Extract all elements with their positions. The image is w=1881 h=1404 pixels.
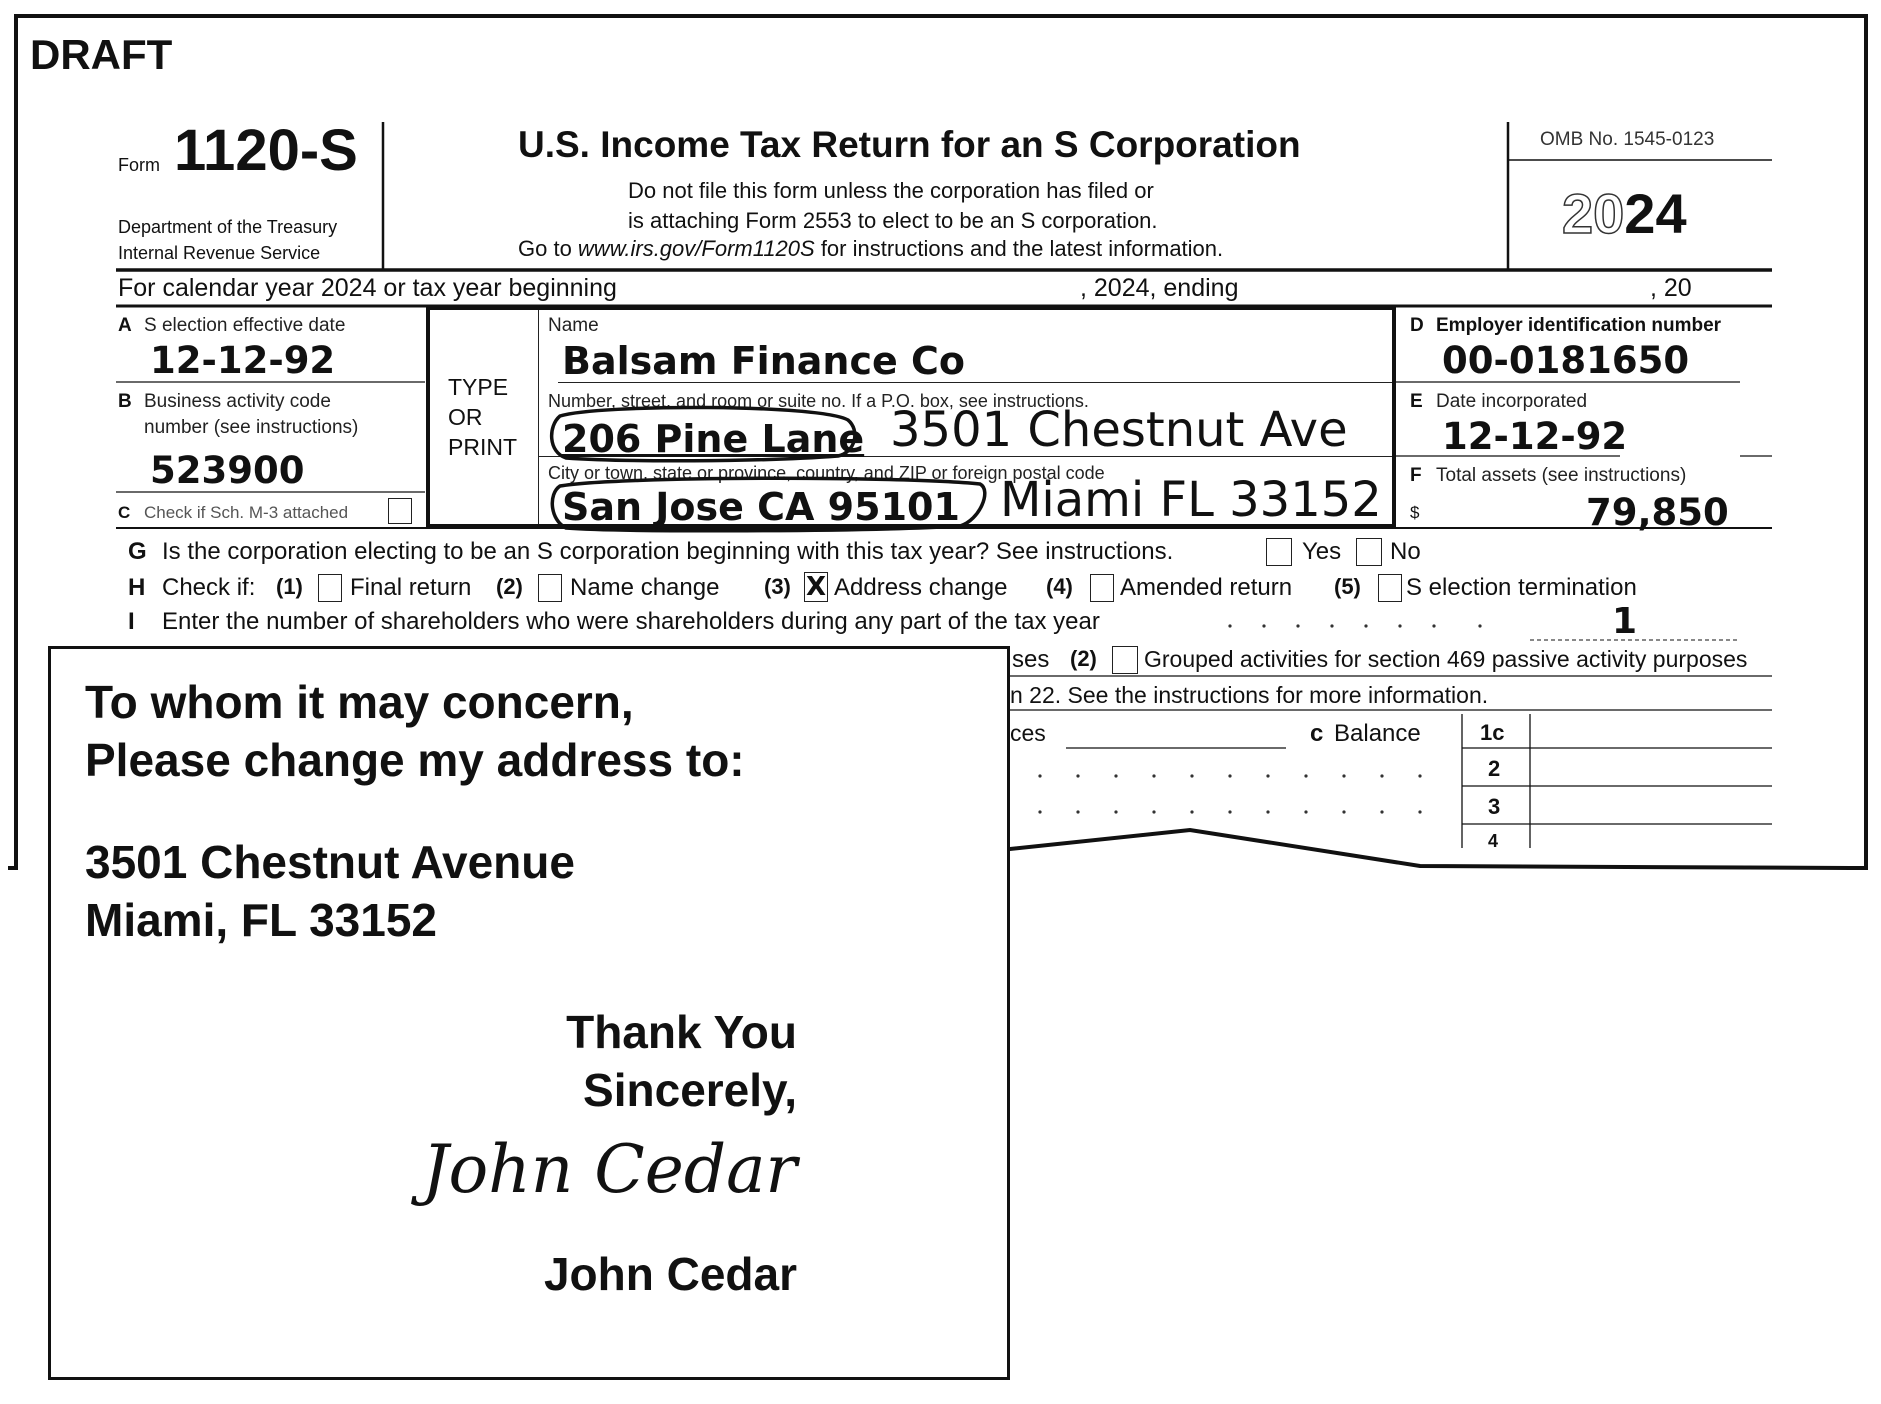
line-j-fragment: ses (1012, 646, 1050, 673)
balance-c-letter: c (1310, 720, 1324, 747)
type-or-print-1: TYPE (448, 374, 509, 400)
letter-printed-name: John Cedar (543, 1248, 797, 1300)
line-h-letter: H (128, 574, 146, 601)
line-g-letter: G (128, 538, 147, 565)
dept-line-1: Department of the Treasury (118, 217, 338, 237)
draft-label: DRAFT (30, 31, 173, 78)
dollar-sign: $ (1410, 503, 1420, 522)
type-or-print-3: PRINT (448, 434, 517, 460)
letter-salutation: To whom it may concern, (85, 676, 634, 728)
h2-number: (2) (496, 574, 523, 599)
new-city-handwritten: Miami FL 33152 (1000, 472, 1382, 528)
subtitle-suffix: for instructions and the latest information. (814, 236, 1224, 261)
field-a-label: S election effective date (144, 315, 346, 336)
name-label: Name (548, 315, 599, 336)
line-g-text: Is the corporation electing to be an S corporation beginning with this tax year? See instructions. (162, 538, 1174, 565)
calendar-line: For calendar year 2024 or tax year beginning (118, 274, 617, 302)
line-2-number: 2 (1488, 756, 1501, 781)
calendar-mid: , 2024, ending (1080, 274, 1239, 302)
line-h-text: Check if: (162, 574, 256, 601)
street-label: Number, street, and room or suite no. If a P.O. box, see instructions. (548, 391, 1089, 411)
letter-thanks: Thank You (566, 1006, 797, 1058)
s-election-no-checkbox[interactable] (1356, 538, 1382, 566)
field-b-letter: B (118, 391, 132, 412)
h4-number: (4) (1046, 574, 1073, 599)
s-election-yes-checkbox[interactable] (1266, 538, 1292, 566)
omb-number: OMB No. 1545-0123 (1540, 129, 1715, 150)
line-k-fragment: n 22. See the instructions for more information. (1010, 682, 1489, 708)
irs-url-link[interactable]: www.irs.gov/Form1120S (577, 236, 815, 261)
field-c-label: Check if Sch. M-3 attached (144, 503, 349, 522)
city-label: City or town, state or province, country, and ZIP or foreign postal code (548, 463, 1105, 483)
field-f-label: Total assets (see instructions) (1436, 465, 1687, 486)
field-b-label-1: Business activity code (144, 391, 331, 412)
shareholders-value[interactable]: 1 (1612, 601, 1638, 642)
h5-number: (5) (1334, 574, 1361, 599)
letter-request: Please change my address to: (85, 734, 745, 786)
final-return-checkbox[interactable] (318, 574, 342, 602)
amended-return-label: Amended return (1120, 574, 1293, 601)
old-city-value[interactable]: San Jose CA 95101 (562, 485, 960, 529)
line-i-letter: I (128, 608, 135, 635)
new-street-handwritten: 3501 Chestnut Ave (890, 402, 1348, 458)
s-election-termination-checkbox[interactable] (1378, 574, 1402, 602)
g-yes-label: Yes (1302, 538, 1342, 565)
line-i-text: Enter the number of shareholders who were shareholders during any part of the tax year (162, 608, 1100, 635)
form-subtitle-2: is attaching Form 2553 to elect to be an S corporation. (628, 208, 1158, 233)
h3-number: (3) (764, 574, 791, 599)
total-assets-value[interactable]: 79,850 (1586, 491, 1729, 534)
ein-value[interactable]: 00-0181650 (1442, 339, 1690, 382)
grouped-activities-label: Grouped activities for section 469 passive activity purposes (1144, 646, 1748, 672)
field-c-letter: C (118, 503, 131, 522)
date-incorporated-value[interactable]: 12-12-92 (1442, 415, 1628, 458)
line-3-number: 3 (1488, 794, 1501, 819)
old-street-value[interactable]: 206 Pine Lane (562, 417, 865, 461)
tax-year-outline: 20 (1562, 182, 1625, 245)
business-code-value[interactable]: 523900 (150, 449, 305, 492)
letter-address-line-2: Miami, FL 33152 (85, 894, 437, 946)
address-change-letter (48, 646, 1010, 1380)
g-no-label: No (1390, 538, 1421, 565)
address-change-label: Address change (834, 574, 1008, 601)
balance-label: Balance (1334, 720, 1421, 747)
calendar-end: , 20 (1650, 274, 1692, 302)
address-change-checkbox[interactable]: X (805, 572, 827, 602)
j2-number: (2) (1070, 646, 1097, 671)
name-change-checkbox[interactable] (538, 574, 562, 602)
tax-year (1562, 182, 1687, 245)
letter-signature: John Cedar (422, 1131, 797, 1208)
form-subtitle-3 (518, 238, 1223, 260)
line-4-number: 4 (1488, 831, 1499, 851)
type-or-print-2: OR (448, 404, 483, 430)
field-a-letter: A (118, 315, 132, 336)
name-change-label: Name change (570, 574, 720, 601)
field-e-letter: E (1410, 391, 1423, 412)
type-divider (538, 310, 539, 524)
field-f-letter: F (1410, 465, 1422, 486)
form-word: Form (118, 155, 160, 175)
tax-year-bold: 24 (1624, 182, 1687, 245)
grouped-activities-checkbox[interactable] (1112, 646, 1138, 674)
field-d-label: Employer identification number (1436, 315, 1722, 336)
dept-line-2: Internal Revenue Service (118, 243, 321, 263)
amended-return-checkbox[interactable] (1090, 574, 1114, 602)
field-e-label: Date incorporated (1436, 391, 1588, 412)
s-election-termination-label: S election termination (1406, 574, 1637, 601)
line-1c-number: 1c (1480, 720, 1505, 745)
form-title: U.S. Income Tax Return for an S Corporation (518, 124, 1301, 165)
line-l-fragment: ces (1010, 720, 1046, 746)
corporation-name-value[interactable]: Balsam Finance Co (562, 339, 965, 383)
form-number: 1120-S (174, 118, 358, 183)
letter-address-line-1: 3501 Chestnut Avenue (85, 836, 575, 888)
final-return-label: Final return (350, 574, 472, 601)
field-b-label-2: number (see instructions) (144, 417, 359, 438)
s-election-date-value[interactable]: 12-12-92 (150, 339, 336, 382)
sch-m3-checkbox[interactable] (388, 498, 412, 524)
subtitle-go-to: Go to (518, 236, 578, 261)
letter-sincerely: Sincerely, (583, 1064, 797, 1116)
field-d-letter: D (1410, 315, 1424, 336)
form-subtitle-1: Do not file this form unless the corporation has filed or (628, 178, 1154, 203)
h1-number: (1) (276, 574, 303, 599)
